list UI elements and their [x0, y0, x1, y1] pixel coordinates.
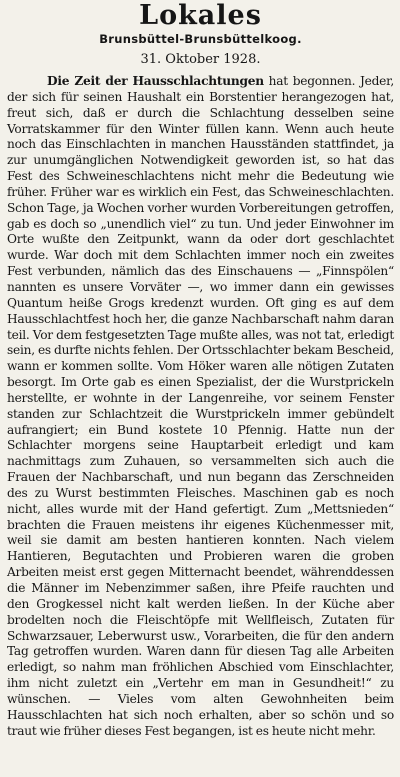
dateline: Brunsbüttel-Brunsbüttelkoog.	[99, 32, 302, 46]
article-body	[7, 74, 394, 739]
article-text: hat begonnen. Jeder, der sich für seinen Haushalt ein Borstentier herangezogen hat, freut sich, daß er durch die Schlachtung desselben seine Vorratskammer für den Winter füllen kann. Wenn auch heute noch das Einschlachten in manchen Hausständen stattfindet, ja zur unumgänglichen Notwendigkeit geworden ist, so hat das Fest des Schweineschlachtens nicht mehr die Bedeutung wie früher. Früher war es wirklich ein Fest, das Schweineschlachten. Schon Tage, ja Wochen vorher wurden Vorbereitungen getroffen, gab es doch so „unendlich viel“ zu tun. Und jeder Einwohner im Orte wußte den Zeitpunkt, wann da oder dort geschlachtet wurde. War doch mit dem Schlachten immer noch ein zweites Fest verbunden, nämlich das des Einschauens — „Finnspölen“ nannten es unsere Vorväter —, wo immer dann ein gewisses Quantum heiße Grogs kredenzt wurden. Oft ging es auf dem Hausschlachtfest hoch her, die ganze Nachbarschaft nahm daran teil. Vor dem festgesetzten Tage mußte alles, was not tat, erledigt sein, es durfte nichts fehlen. Der Ortsschlachter bekam Bescheid, wann er kommen sollte. Vom Höker waren alle nötigen Zutaten besorgt. Im Orte gab es einen Spezialist, der die Wurstprickeln herstellte, er wohnte in der Langenreihe, vor seinem Fenster standen zur Schlachtzeit die Wurstprickeln immer gebündelt aufrangiert; ein Bund kostete 10 Pfennig. Hatte nun der Schlachter morgens seine Hauptarbeit erledigt und kam nachmittags zum Zuhauen, so versammelten sich auch die Frauen der Nachbarschaft, und nun begann das Zerschneiden des zu Wurst bestimmten Fleisches. Maschinen gab es noch nicht, alles wurde mit der Hand gefertigt. Zum „Mettsnieden“ brachten die Frauen meistens ihr eigenes Küchenmesser mit, weil sie damit am besten hantieren konnten. Nach vielem Hantieren, Begutachten und Probieren waren die groben Arbeiten meist erst gegen Mitternacht beendet, währenddessen die Männer im Nebenzimmer saßen, ihre Pfeife rauchten und den Grogkessel nicht kalt werden ließen. In der Küche aber brodelten noch die Fleischtöpfe mit Wellfleisch, Zutaten für Schwarzsauer, Leberwurst usw., Vorarbeiten, die für den andern Tag getroffen wurden. Waren dann für diesen Tag alle Arbeiten erledigt, so nahm man fröhlichen Abschied vom Einschlachter, ihm nicht zuletzt ein „Vertehr em man in Gesundheit!“ zu wünschen. — Vieles vom alten Gewohnheiten beim Hausschlachten hat sich noch erhalten, aber so schön und so traut wie früher dieses Fest begangen, ist es heute nicht mehr.	[7, 74, 394, 738]
section-heading: Lokales	[139, 0, 262, 31]
article-lead: Die Zeit der Hausschlachtungen	[47, 74, 264, 88]
publication-date: 31. Oktober 1928.	[140, 52, 261, 67]
